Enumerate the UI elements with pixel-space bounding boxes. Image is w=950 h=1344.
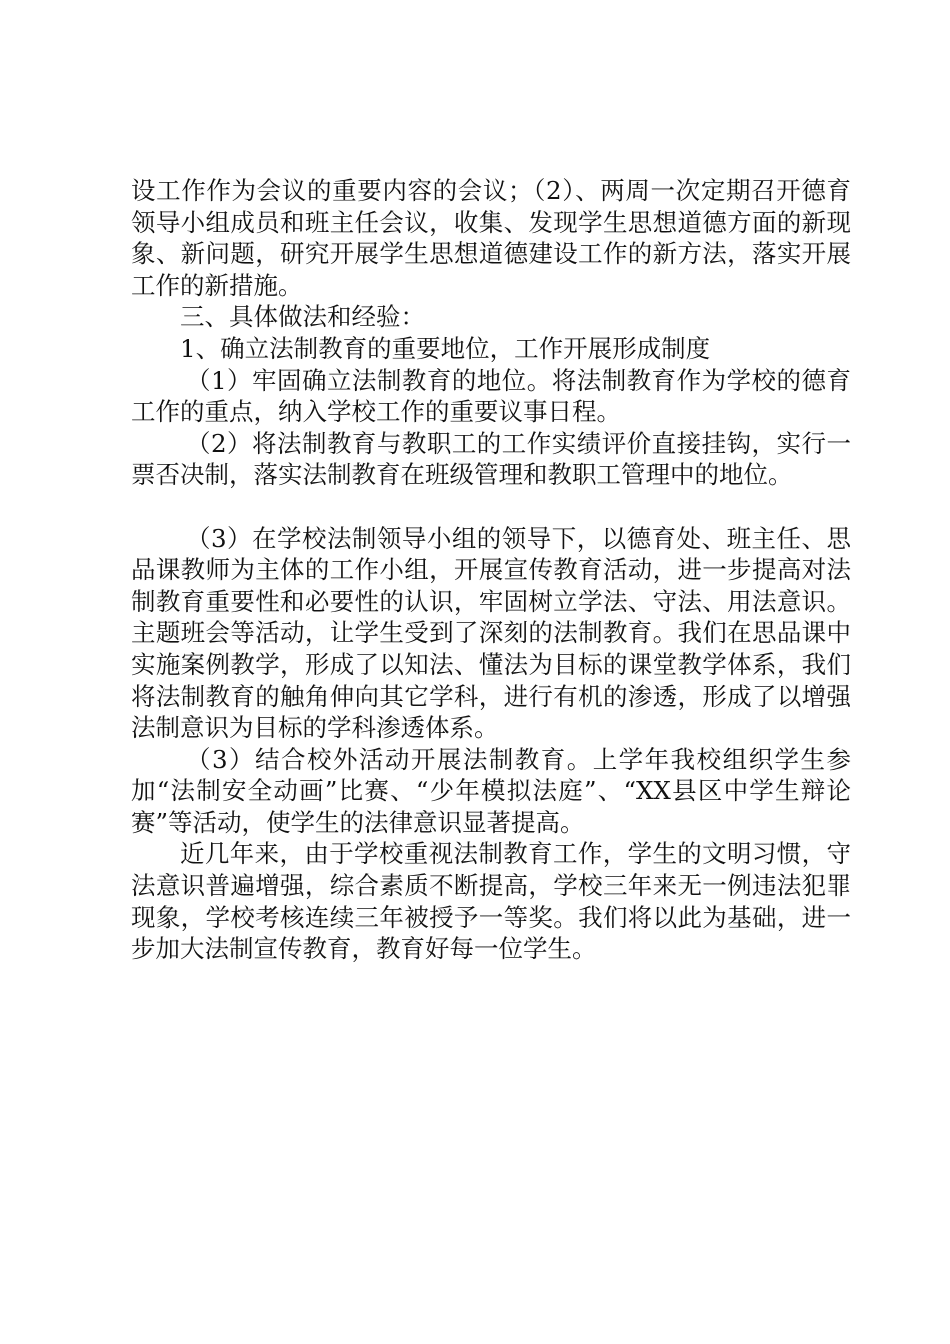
paragraph-item-3: （3）在学校法制领导小组的领导下，以德育处、班主任、思品课教师为主体的工作小组，开展宣传教育活动，进一步提高对法制教育重要性和必要性的认识，牢固树立学法、守法、用法意识。主题班会等活动，让学生受到了深刻的法制教育。我们在思品课中实施案例教学，形成了以知法、懂法为目标的课堂教学体系，我们将法制教育的触角伸向其它学科，进行有机的渗透，形成了以增强法制意识为目标的学科渗透体系。 — [131, 523, 851, 743]
subsection-heading-1: 1、确立法制教育的重要地位，工作开展形成制度 — [180, 333, 711, 363]
section-heading-practices: 三、具体做法和经验： — [180, 302, 425, 332]
paragraph-conclusion: 近几年来，由于学校重视法制教育工作，学生的文明习惯，守法意识普遍增强，综合素质不断提高，学校三年来无一例违法犯罪现象，学校考核连续三年被授予一等奖。我们将以此为基础，进一步加大法制宣传教育，教育好每一位学生。 — [131, 839, 851, 964]
paragraph-continuation: 设工作作为会议的重要内容的会议；（2）、两周一次定期召开德育领导小组成员和班主任会议，收集、发现学生思想道德方面的新现象、新问题，研究开展学生思想道德建设工作的新方法，落实开展工作的新措施。 — [131, 176, 851, 300]
paragraph-item-1: （1）牢固确立法制教育的地位。将法制教育作为学校的德育工作的重点，纳入学校工作的重要议事日程。 — [131, 365, 851, 427]
paragraph-item-2: （2）将法制教育与教职工的工作实绩评价直接挂钩，实行一票否决制，落实法制教育在班级管理和教职工管理中的地位。 — [131, 428, 851, 490]
document-body — [131, 175, 851, 965]
paragraph-item-3b: （3）结合校外活动开展法制教育。上学年我校组织学生参加“法制安全动画”比赛、“少年模拟法庭”、“XX县区中学生辩论赛”等活动，使学生的法律意识显著提高。 — [131, 744, 851, 837]
